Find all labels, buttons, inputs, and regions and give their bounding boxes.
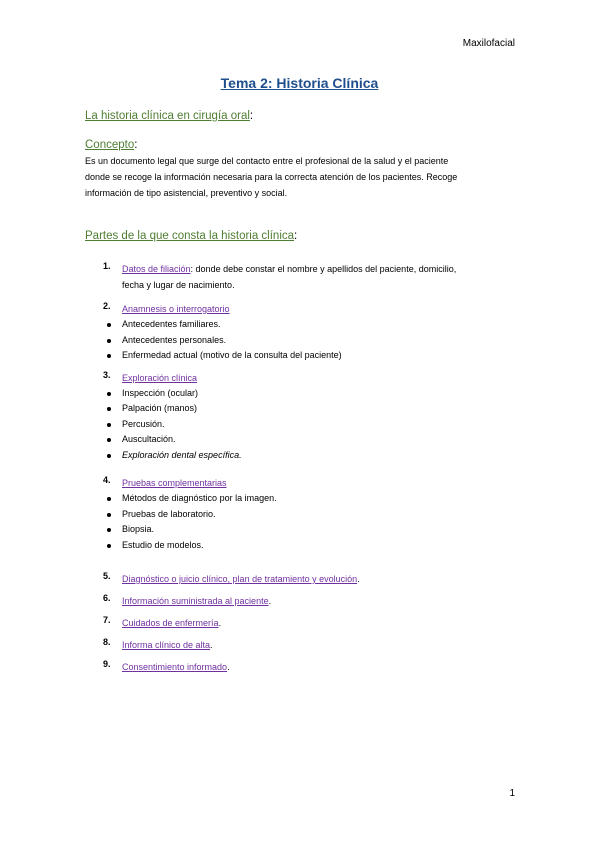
concept-heading-text: Concepto xyxy=(85,139,135,151)
list-item-5 xyxy=(85,571,525,587)
item-suffix: . xyxy=(218,618,222,628)
bullet-item: Enfermedad actual (motivo de la consulta del paciente) xyxy=(105,348,525,364)
list-number: 6. xyxy=(103,593,111,603)
concept-paragraph xyxy=(85,153,515,201)
bullet-item: Antecedentes personales. xyxy=(105,333,525,349)
bullet-item: Pruebas de laboratorio. xyxy=(105,507,525,523)
document-title xyxy=(0,75,599,91)
section-heading-colon: : xyxy=(294,230,298,242)
link-informacion-suministrada[interactable]: Información suministrada al paciente xyxy=(122,596,269,606)
list-number: 2. xyxy=(103,301,111,311)
bullet-list xyxy=(85,317,525,364)
list-item-8 xyxy=(85,637,525,653)
list-number: 7. xyxy=(103,615,111,625)
item-suffix: . xyxy=(268,596,272,606)
concept-line-2: donde se recoge la información necesaria para la correcta atención de los pacientes. Recoge xyxy=(85,172,458,182)
section-heading-cirugia-oral xyxy=(85,110,253,122)
bullet-list xyxy=(85,386,525,464)
list-number: 5. xyxy=(103,571,111,581)
list-item-6 xyxy=(85,593,525,609)
bullet-item: Biopsia. xyxy=(105,522,525,538)
link-diagnostico[interactable]: Diagnóstico o juicio clínico, plan de tratamiento y evolución xyxy=(122,574,358,584)
section-heading-partes xyxy=(85,230,297,242)
link-exploracion-clinica[interactable]: Exploración clínica xyxy=(122,372,198,383)
link-consentimiento[interactable]: Consentimiento informado xyxy=(122,662,228,672)
list-item-7 xyxy=(85,615,525,631)
bullet-item: Antecedentes familiares. xyxy=(105,317,525,333)
item-suffix: . xyxy=(357,574,360,584)
link-anamnesis[interactable]: Anamnesis o interrogatorio xyxy=(122,304,230,314)
bullet-item: Métodos de diagnóstico por la imagen. xyxy=(105,491,525,507)
item-suffix: . xyxy=(210,640,213,650)
item-text: : donde debe constar el nombre y apellidos del paciente, domicilio, xyxy=(190,264,457,274)
bullet-item: Palpación (manos) xyxy=(105,401,525,417)
section-heading-text: Partes de la que consta la historia clínica xyxy=(85,230,295,242)
list-item-2 xyxy=(85,301,525,364)
bullet-item: Auscultación. xyxy=(105,432,525,448)
bullet-item: Inspección (ocular) xyxy=(105,386,525,402)
link-datos-filiacion[interactable]: Datos de filiación xyxy=(122,264,191,274)
link-pruebas-complementarias[interactable]: Pruebas complementarias xyxy=(122,478,227,488)
list-number: 8. xyxy=(103,637,111,647)
bullet-item: Percusión. xyxy=(105,417,525,433)
concept-line-1: Es un documento legal que surge del contacto entre el profesional de la salud y el paciente xyxy=(85,156,449,166)
concept-line-3: información de tipo asistencial, preventivo y social. xyxy=(85,188,288,198)
bullet-item: Exploración dental específica. xyxy=(105,448,525,464)
list-number: 9. xyxy=(103,659,111,669)
item-text-continued: fecha y lugar de nacimiento. xyxy=(122,280,235,290)
link-informa-alta[interactable]: Informa clínico de alta xyxy=(122,640,211,650)
item-suffix: . xyxy=(227,662,230,672)
concept-heading xyxy=(85,139,137,151)
document-title-text: Tema 2: Historia Clínica xyxy=(220,75,379,91)
list-item-1 xyxy=(85,261,525,293)
parts-list xyxy=(85,261,525,675)
section-heading-colon: : xyxy=(249,110,254,122)
list-number: 1. xyxy=(103,261,111,271)
list-number: 4. xyxy=(103,475,111,485)
bullet-item: Estudio de modelos. xyxy=(105,538,525,554)
list-item-4 xyxy=(85,475,525,553)
bullet-list xyxy=(85,491,525,553)
concept-heading-colon: : xyxy=(134,139,138,151)
page-number: 1 xyxy=(509,788,515,799)
list-item-3 xyxy=(85,370,525,464)
link-cuidados-enfermeria[interactable]: Cuidados de enfermería xyxy=(122,618,219,628)
list-item-9 xyxy=(85,659,525,675)
list-number: 3. xyxy=(103,369,111,380)
section-heading-text: La historia clínica en cirugía oral xyxy=(85,110,250,122)
page-header-subject: Maxilofacial xyxy=(462,38,515,49)
